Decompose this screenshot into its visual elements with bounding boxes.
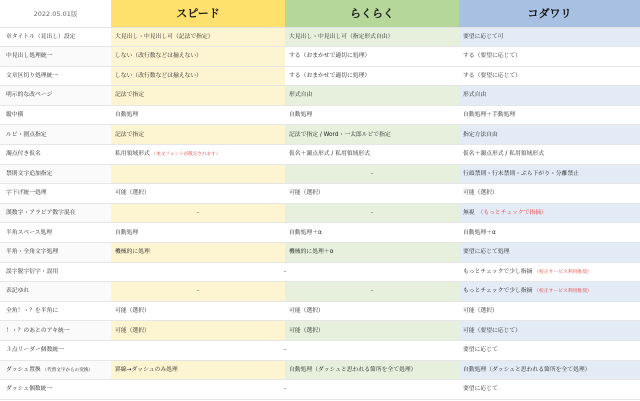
raku-cell: する（おまかせで適切に処理）: [285, 66, 459, 86]
koda-cell: 指定方法自由: [459, 125, 640, 145]
koda-cell-text: もっとチェックで少し指摘: [463, 268, 533, 275]
row-label: 全角！・？を半角に: [0, 301, 111, 321]
row-label: 字下げ統一処理: [0, 184, 111, 204]
row-label: ルビ・圏点指定: [0, 125, 111, 145]
koda-cell-text: 無視: [463, 209, 475, 216]
raku-cell: 機械的に処理＋α: [285, 243, 459, 263]
table-row: [0, 243, 640, 263]
raku-cell: 自動処理: [285, 105, 459, 125]
row-label: 明示的な改ページ: [0, 86, 111, 106]
speed-raku-merged-cell: –: [111, 262, 459, 282]
version-date: 2022.05.01版: [0, 0, 111, 27]
check-note: （もっとチェックで指摘）: [480, 209, 547, 216]
raku-cell: 自動処理（ダッシュと思われる箇所を全て処理）: [285, 360, 459, 380]
koda-cell: 要望に応じて可: [459, 27, 640, 47]
table-row: [0, 282, 640, 302]
table-row: [0, 262, 640, 282]
speed-cell: 大見出し・中見出し可（記法で指定）: [111, 27, 285, 47]
speed-cell: [111, 145, 285, 165]
koda-cell: 要望に応じて処理: [459, 243, 640, 263]
row-label: 表記ゆれ: [0, 282, 111, 302]
raku-cell: する（おまかせで適切に処理）: [285, 47, 459, 67]
raku-cell: –: [285, 282, 459, 302]
speed-cell: しない（改行数などは揃えない）: [111, 47, 285, 67]
table-row: [0, 360, 640, 380]
row-label: ！・？のあとのアキ統一: [0, 321, 111, 341]
table-row: [0, 125, 640, 145]
row-label: 縦中横: [0, 105, 111, 125]
koda-cell: 可能（選択）: [459, 184, 640, 204]
row-label: 濁点付き仮名: [0, 145, 111, 165]
koda-cell: する（要望に応じて）: [459, 66, 640, 86]
table-row: [0, 27, 640, 47]
speed-cell: 自動処理: [111, 223, 285, 243]
koda-cell: 要望に応じて: [459, 380, 640, 400]
koda-cell: する（要望に応じて）: [459, 47, 640, 67]
speed-cell: [111, 164, 285, 184]
speed-cell: 記法で指定: [111, 125, 285, 145]
row-label: 漢数字・アラビア数字混在: [0, 203, 111, 223]
koda-cell: 可能（選択）: [459, 301, 640, 321]
table-row: [0, 203, 640, 223]
speed-cell: しない（改行数などは揃えない）: [111, 66, 285, 86]
koda-cell: 仮名＋濁点形式 / 私用領域形式: [459, 145, 640, 165]
table-row: [0, 145, 640, 165]
row-label: 章タイトル（見出し）設定: [0, 27, 111, 47]
speed-raku-merged-cell: –: [111, 341, 459, 361]
raku-cell: 可能（選択）: [285, 301, 459, 321]
table-row: [0, 86, 640, 106]
table-row: [0, 164, 640, 184]
table-row: [0, 380, 640, 400]
row-label-text: ダッシュ置換: [6, 366, 41, 373]
table-row: [0, 321, 640, 341]
raku-cell: 自動処理＋α: [285, 223, 459, 243]
koda-cell: [459, 282, 640, 302]
font-limit-note: （本文フォントが限定されます）: [151, 152, 221, 158]
table-row: [0, 341, 640, 361]
table-row: [0, 184, 640, 204]
koda-cell: 行頭禁則・行末禁則・ぶら下がり・分離禁止: [459, 164, 640, 184]
speed-cell: 自動処理: [111, 105, 285, 125]
speed-cell: –: [111, 282, 285, 302]
row-label: 文章区切り処理統一: [0, 66, 111, 86]
koda-cell: [459, 262, 640, 282]
table-row: [0, 47, 640, 67]
koda-cell-text: もっとチェックで少し指摘: [463, 288, 533, 295]
speed-cell: 可能（選択）: [111, 321, 285, 341]
table-row: [0, 301, 640, 321]
row-label: 禁則文字追加指定: [0, 164, 111, 184]
raku-cell: –: [285, 164, 459, 184]
koda-cell: 可能（要望に応じて）: [459, 321, 640, 341]
row-label: [0, 360, 111, 380]
raku-cell: –: [285, 203, 459, 223]
row-label: ３点リーダー個数統一: [0, 341, 111, 361]
koda-cell: 要望に応じて: [459, 341, 640, 361]
speed-cell: –: [111, 203, 285, 223]
speed-cell: 機械的に処理: [111, 243, 285, 263]
speed-cell-text: 私用領域形式: [115, 151, 150, 158]
table-row: [0, 105, 640, 125]
koda-cell: 自動処理＋α: [459, 223, 640, 243]
table-row: [0, 66, 640, 86]
proofreading-note: （校正サービス利用推奨）: [534, 289, 592, 295]
row-label: ダッシュ個数統一: [0, 380, 111, 400]
speed-raku-merged-cell: –: [111, 380, 459, 400]
row-label-note: （代替文字からの変換）: [42, 367, 94, 373]
raku-cell: 形式自由: [285, 86, 459, 106]
raku-cell: 大見出し・中見出し可（指定形式自由）: [285, 27, 459, 47]
speed-cell: 可能（選択）: [111, 301, 285, 321]
header-row: [0, 0, 640, 27]
koda-cell: 自動処理＋手動処理: [459, 105, 640, 125]
table-row: [0, 223, 640, 243]
row-label: 誤字脱字衍字・誤用: [0, 262, 111, 282]
koda-cell: 形式自由: [459, 86, 640, 106]
raku-cell: 仮名＋濁点形式 / 私用領域形式: [285, 145, 459, 165]
speed-plan-header: スピード: [111, 0, 285, 27]
koda-plan-header: コダワリ: [459, 0, 640, 27]
koda-cell: 自動処理（ダッシュと思われる箇所を全て処理）: [459, 360, 640, 380]
row-label: 半角スペース処理: [0, 223, 111, 243]
koda-cell: [459, 203, 640, 223]
speed-cell: 記法で指定: [111, 86, 285, 106]
row-label: 中見出し処理統一: [0, 47, 111, 67]
raku-cell: 記法で指定 / Word・一太郎ルビで指定: [285, 125, 459, 145]
raku-cell: 可能（選択）: [285, 321, 459, 341]
speed-cell: 罫線→ダッシュのみ処理: [111, 360, 285, 380]
raku-plan-header: らくらく: [285, 0, 459, 27]
proofreading-note: （校正サービス利用推奨）: [534, 269, 592, 275]
row-label: 半角・全角文字処理: [0, 243, 111, 263]
raku-cell: 可能（選択）: [285, 184, 459, 204]
speed-cell: 可能（選択）: [111, 184, 285, 204]
